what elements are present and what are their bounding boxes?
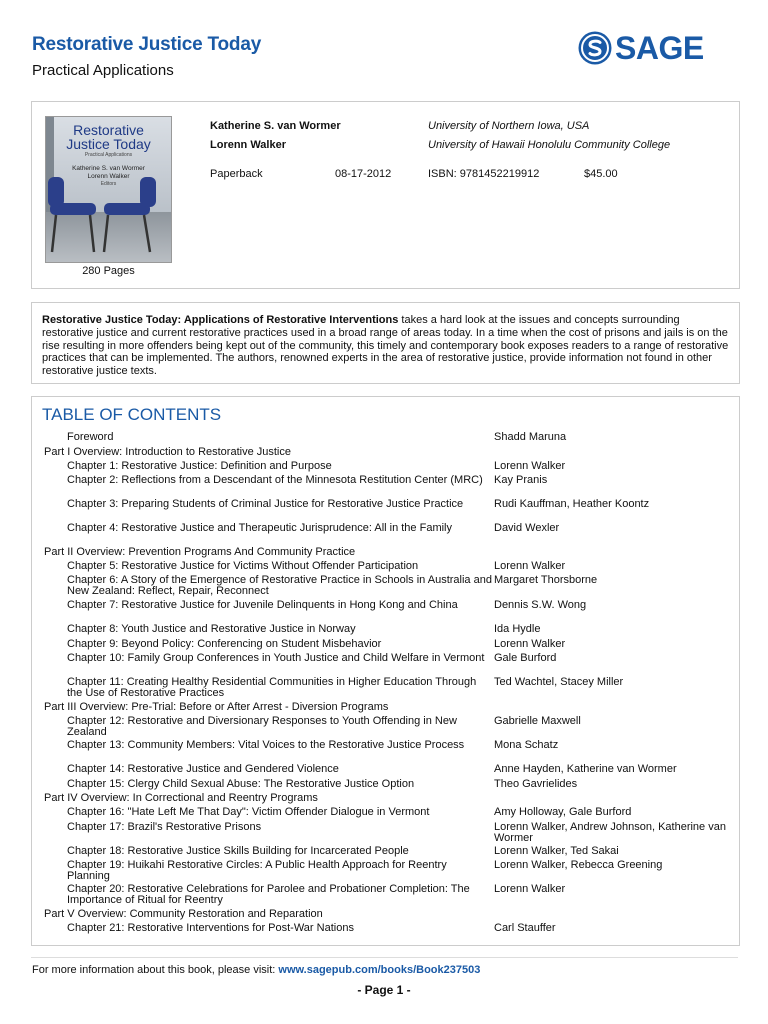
toc-entry-author: Amy Holloway, Gale Burford <box>494 806 632 818</box>
toc-entry-author: Lorenn Walker, Andrew Johnson, Katherine van Wormer <box>494 821 726 844</box>
toc-entry-title: Chapter 4: Restorative Justice and Therapeutic Jurisprudence: All in the Family <box>67 522 452 534</box>
toc-entry-title: Part III Overview: Pre-Trial: Before or After Arrest - Diversion Programs <box>44 701 389 713</box>
toc-entry-author: Lorenn Walker, Ted Sakai <box>494 845 619 857</box>
toc-entry-title: Chapter 9: Beyond Policy: Conferencing on Student Misbehavior <box>67 638 382 650</box>
toc-entry-title: Chapter 13: Community Members: Vital Voices to the Restorative Justice Process <box>67 739 465 751</box>
book-subtitle: Practical Applications <box>32 62 174 79</box>
footer-text: For more information about this book, please visit: <box>32 964 279 976</box>
description-lead: Restorative Justice Today: Applications of Restorative Interventions <box>42 314 399 326</box>
book-cover <box>45 116 172 263</box>
cover-author-2: Lorenn Walker <box>87 173 130 180</box>
toc-entry-author: Lorenn Walker <box>494 638 566 650</box>
toc-entry-title: Chapter 11: Creating Healthy Residential Communities in Higher Education Through the Use of Restorative Practices <box>67 676 477 699</box>
author-name-1: Katherine S. van Wormer <box>210 120 341 132</box>
toc-entry-title: Chapter 10: Family Group Conferences in Youth Justice and Child Welfare in Vermont <box>67 652 485 664</box>
toc-entry-author: Carl Stauffer <box>494 922 556 934</box>
sage-logo <box>578 31 704 65</box>
description-text <box>42 314 730 378</box>
toc-entry-title: Chapter 19: Huikahi Restorative Circles: A Public Health Approach for Reentry Planning <box>67 859 447 882</box>
toc-entry-author: Anne Hayden, Katherine van Wormer <box>494 763 677 775</box>
isbn: ISBN: 9781452219912 <box>428 168 540 180</box>
description-body: takes a hard look at the issues and concepts surrounding restorative justice and current restorative practices used in a broad range of areas today. In a time when the cost of prisons and jails is on the rise resulting in more offenders being kept out of the community, this timely and contemporary book exposes readers to a range of restorative practices that can be implemented. The authors, renowned experts in the area of restorative justice, provide information not found in other restorative justice texts. <box>42 314 729 378</box>
toc-entry-title: Chapter 15: Clergy Child Sexual Abuse: The Restorative Justice Option <box>67 778 415 790</box>
book-format: Paperback <box>210 168 263 180</box>
footer-divider <box>31 957 738 958</box>
toc-entry-title: Chapter 8: Youth Justice and Restorative Justice in Norway <box>67 623 356 635</box>
cover-author-1: Katherine S. van Wormer <box>72 165 145 172</box>
cover-title-line2: Justice Today <box>66 136 151 152</box>
cover-editors: Editors <box>100 181 117 187</box>
table-of-contents <box>31 396 740 946</box>
toc-entry-author: Shadd Maruna <box>494 431 567 443</box>
toc-entry-author: Kay Pranis <box>494 474 548 486</box>
toc-entry-title: Part IV Overview: In Correctional and Reentry Programs <box>44 792 318 804</box>
toc-entry-title: Part I Overview: Introduction to Restorative Justice <box>44 446 291 458</box>
toc-entry-title: Chapter 17: Brazil's Restorative Prisons <box>67 821 262 833</box>
toc-entry-author: David Wexler <box>494 522 560 534</box>
page-number: - Page 1 - <box>357 983 411 997</box>
book-title: Restorative Justice Today <box>32 34 262 55</box>
toc-entry-title: Part V Overview: Community Restoration and Reparation <box>44 908 323 920</box>
cover-subtitle: Practical Applications <box>84 152 133 158</box>
page-count: 280 Pages <box>82 265 135 277</box>
toc-entry-author: Margaret Thorsborne <box>494 574 598 586</box>
publication-date: 08-17-2012 <box>335 168 392 180</box>
toc-entry-author: Theo Gavrielides <box>494 778 578 790</box>
footer-info <box>32 964 480 976</box>
book-link[interactable]: www.sagepub.com/books/Book237503 <box>278 964 481 976</box>
book-details-panel <box>31 101 740 289</box>
toc-entry-title: Chapter 18: Restorative Justice Skills Building for Incarcerated People <box>67 845 409 857</box>
toc-entry-author: Lorenn Walker <box>494 560 566 572</box>
description-panel <box>31 302 740 384</box>
toc-entry-author: Ida Hydle <box>494 623 541 635</box>
toc-entry-author: Ted Wachtel, Stacey Miller <box>494 676 624 688</box>
toc-entry-title: Chapter 16: "Hate Left Me That Day": Victim Offender Dialogue in Vermont <box>67 806 430 818</box>
price: $45.00 <box>584 168 618 180</box>
author-affiliation-1: University of Northern Iowa, USA <box>428 120 590 132</box>
toc-entry-title: Chapter 1: Restorative Justice: Definition and Purpose <box>67 460 332 472</box>
toc-entry-author: Lorenn Walker <box>494 460 566 472</box>
author-name-2: Lorenn Walker <box>210 139 286 151</box>
toc-entry-author: Lorenn Walker <box>494 883 566 895</box>
toc-entry-title: Chapter 7: Restorative Justice for Juvenile Delinquents in Hong Kong and China <box>67 599 458 611</box>
toc-entry-title: Chapter 14: Restorative Justice and Gendered Violence <box>67 763 339 775</box>
sage-seal-icon <box>578 31 612 65</box>
toc-entry-author: Mona Schatz <box>494 739 559 751</box>
toc-entry-title: Foreword <box>67 431 114 443</box>
toc-entry-title: Chapter 6: A Story of the Emergence of Restorative Practice in Schools in Australia and New Zealand: Reflect, Repair, Reconnect <box>67 574 492 597</box>
author-affiliation-2: University of Hawaii Honolulu Community College <box>428 139 671 151</box>
cover-title-line1: Restorative <box>73 122 144 138</box>
toc-entry-author: Dennis S.W. Wong <box>494 599 587 611</box>
toc-entry-title: Part II Overview: Prevention Programs And Community Practice <box>44 546 356 558</box>
toc-heading: TABLE OF CONTENTS <box>42 405 222 424</box>
toc-entry-title: Chapter 21: Restorative Interventions for Post-War Nations <box>67 922 354 934</box>
toc-entry-author: Gale Burford <box>494 652 557 664</box>
toc-entry-author: Lorenn Walker, Rebecca Greening <box>494 859 663 871</box>
toc-entry-title: Chapter 20: Restorative Celebrations for Parolee and Probationer Completion: The Importance of Ritual for Reentry <box>67 883 470 906</box>
toc-entry-title: Chapter 12: Restorative and Diversionary Responses to Youth Offending in New Zealand <box>67 715 457 738</box>
toc-entry-author: Rudi Kauffman, Heather Koontz <box>494 498 650 510</box>
toc-entry-author: Gabrielle Maxwell <box>494 715 581 727</box>
toc-entry-title: Chapter 3: Preparing Students of Criminal Justice for Restorative Justice Practice <box>67 498 464 510</box>
sage-logo-text: SAGE <box>615 30 704 66</box>
toc-entry-title: Chapter 2: Reflections from a Descendant of the Minnesota Restitution Center (MRC) <box>67 474 483 486</box>
toc-entry-title: Chapter 5: Restorative Justice for Victims Without Offender Participation <box>67 560 419 572</box>
